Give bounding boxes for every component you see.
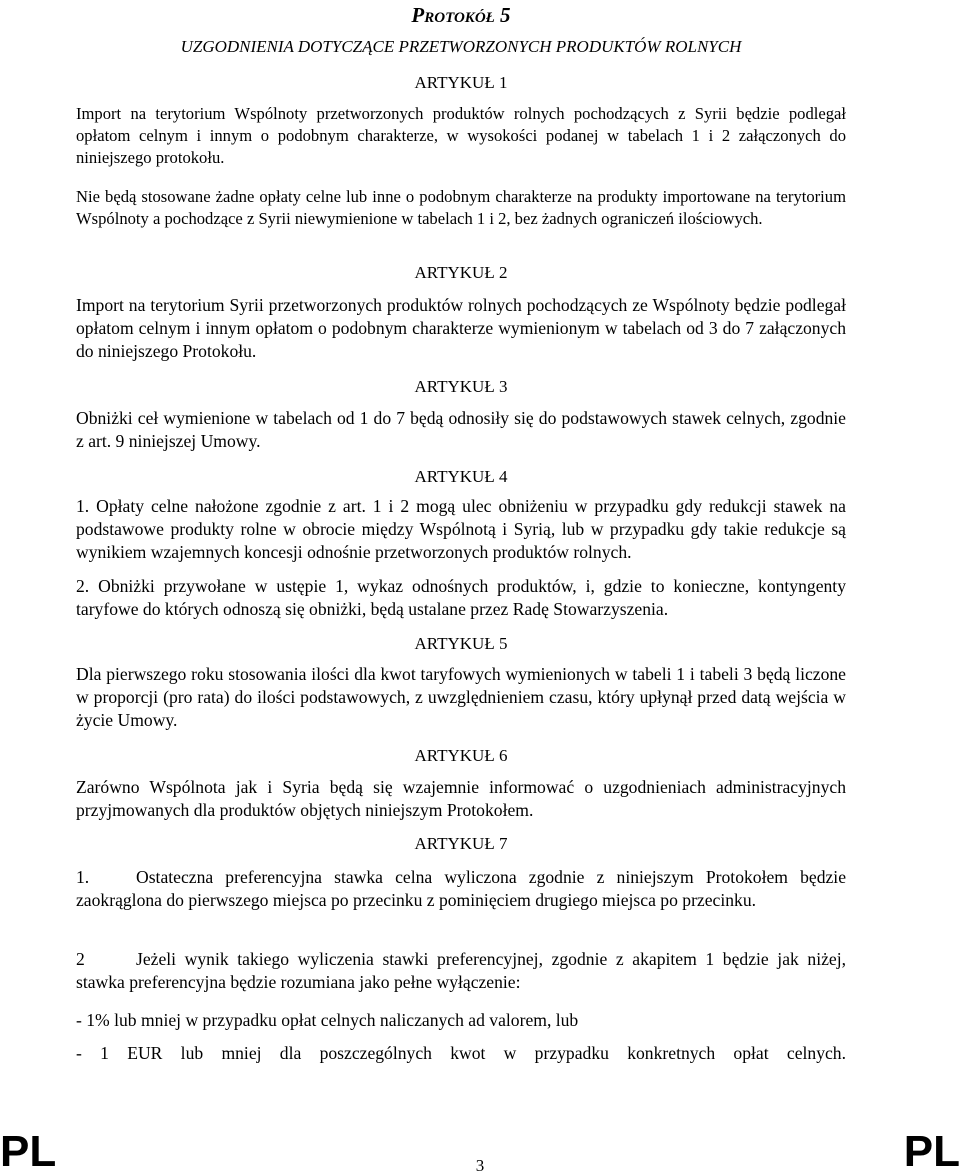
article-7-item-1 bbox=[76, 866, 846, 912]
article-7-item-2 bbox=[76, 948, 846, 994]
article-1-heading: ARTYKUŁ 1 bbox=[414, 73, 508, 92]
article-4-heading: ARTYKUŁ 4 bbox=[414, 467, 508, 486]
article-3-heading: ARTYKUŁ 3 bbox=[414, 377, 508, 396]
article-1-paragraph-2: Nie będą stosowane żadne opłaty celne lub inne o podobnym charakterze na produkty importowane na terytorium Wspólnoty a pochodzące z Syrii niewymienione w tabelach 1 i 2, bez żadnych ograniczeń ilościowych. bbox=[76, 187, 846, 228]
article-1-paragraph-1: Import na terytorium Wspólnoty przetworzonych produktów rolnych pochodzących z Syrii będzie podlegał opłatom celnym i innym o podobnym charakterze, w wysokości podanej w tabelach 1 i 2 załączonych do niniejszego protokołu. bbox=[76, 104, 846, 167]
page-number: 3 bbox=[475, 1156, 485, 1175]
article-4-paragraph-1: 1. Opłaty celne nałożone zgodnie z art. 1 i 2 mogą ulec obniżeniu w przypadku gdy redukcji stawek na podstawowe produkty rolne w obrocie między Wspólnotą i Syrią, lub w przypadku gdy takie redukcje są wynikiem wzajemnych koncesji odnośnie przetworzonych produktów rolnych. bbox=[76, 496, 846, 562]
article-7-bullet-2: - 1 EUR lub mniej dla poszczególnych kwot w przypadku konkretnych opłat celnych. bbox=[76, 1043, 846, 1063]
article-5-paragraph: Dla pierwszego roku stosowania ilości dla kwot taryfowych wymienionych w tabeli 1 i tabeli 3 będą liczone w proporcji (pro rata) do ilości podstawowych, z uwzględnieniem czasu, który upłynął przed datą wejścia w życie Umowy. bbox=[76, 664, 846, 730]
article-2-paragraph: Import na terytorium Syrii przetworzonych produktów rolnych pochodzących ze Wspólnoty będzie podlegał opłatom celnym i innym opłatom o podobnym charakterze wymienionym w tabelach od 3 do 7 załączonych do niniejszego Protokołu. bbox=[76, 295, 846, 361]
article-3-paragraph: Obniżki ceł wymienione w tabelach od 1 do 7 będą odnosiły się do podstawowych stawek celnych, zgodnie z art. 9 niniejszej Umowy. bbox=[76, 408, 846, 451]
article-6-heading: ARTYKUŁ 6 bbox=[414, 746, 508, 765]
article-6-paragraph: Zarówno Wspólnota jak i Syria będą się wzajemnie informować o uzgodnieniach administracyjnych przyjmowanych dla produktów objętych niniejszym Protokołem. bbox=[76, 777, 846, 820]
article-4-paragraph-2: 2. Obniżki przywołane w ustępie 1, wykaz odnośnych produktów, i, gdzie to konieczne, kontyngenty taryfowe do których odnoszą się obniżki, będą ustalane przez Radę Stowarzyszenia. bbox=[76, 576, 846, 619]
footer-language-left: PL bbox=[0, 1127, 57, 1176]
item-number: 1. bbox=[76, 867, 90, 887]
article-5-heading: ARTYKUŁ 5 bbox=[414, 634, 508, 653]
article-2-heading: ARTYKUŁ 2 bbox=[414, 263, 508, 282]
article-7-bullet-1: - 1% lub mniej w przypadku opłat celnych naliczanych ad valorem, lub bbox=[76, 1010, 579, 1030]
protocol-title: Protokół 5 bbox=[411, 3, 511, 27]
item-text: Jeżeli wynik takiego wyliczenia stawki preferencyjnej, zgodnie z akapitem 1 będzie jak niżej, stawka preferencyjna będzie rozumiana jako pełne wyłączenie: bbox=[76, 949, 846, 992]
article-7-heading: ARTYKUŁ 7 bbox=[414, 834, 508, 853]
protocol-subtitle: UZGODNIENIA DOTYCZĄCE PRZETWORZONYCH PRODUKTÓW ROLNYCH bbox=[180, 37, 742, 56]
item-text: Ostateczna preferencyjna stawka celna wyliczona zgodnie z niniejszym Protokołem będzie zaokrąglona do pierwszego miejsca po przecinku z pominięciem drugiego miejsca po przecinku. bbox=[76, 867, 846, 910]
footer-language-right: PL bbox=[903, 1127, 960, 1176]
item-number: 2 bbox=[76, 949, 85, 969]
